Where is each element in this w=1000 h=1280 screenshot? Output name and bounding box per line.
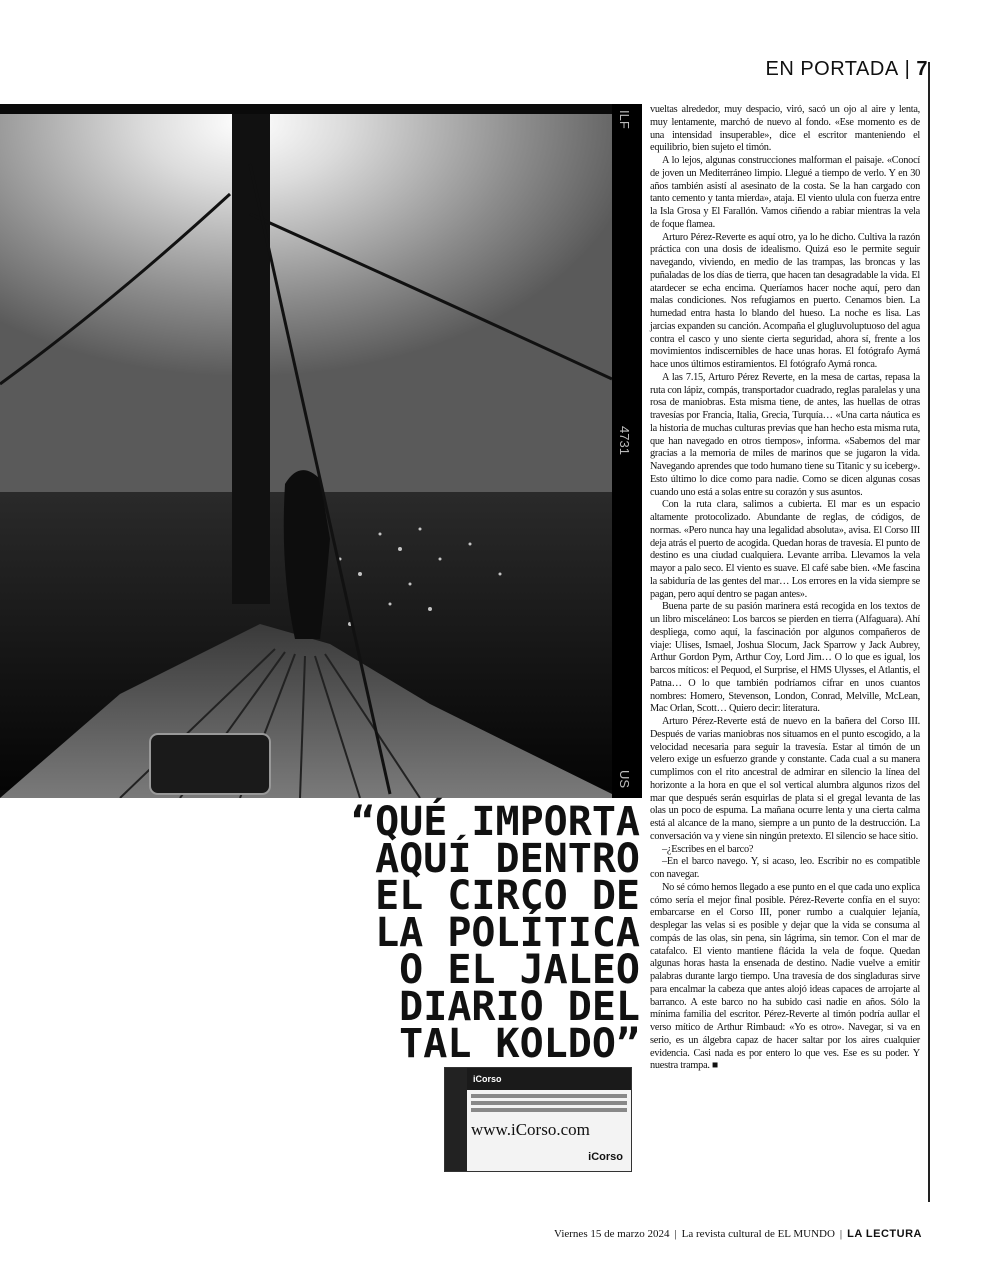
ad-url[interactable]: www.iCorso.com <box>471 1120 590 1139</box>
column-rule <box>928 62 930 1202</box>
sailboat-photo <box>0 104 642 798</box>
pull-quote <box>248 799 640 1067</box>
photo-drawing <box>0 104 642 798</box>
article-paragraph: vueltas alrededor, muy despacio, viró, sacó un ojo al aire y lenta, muy lentamente, marchó de nuevo al fondo. «Ese momento es de una intensidad insuperable», dice el escritor manteniendo el equilibrio, bien sujeto el timón. <box>650 104 920 154</box>
pull-quote-line: TAL KOLDO” <box>399 1021 640 1067</box>
icorso-advertisement[interactable] <box>444 1067 632 1172</box>
footer-date: Viernes 15 de marzo 2024 <box>554 1228 670 1240</box>
article-paragraph: Arturo Pérez-Reverte está de nuevo en la bañera del Corso III. Después de varias maniobras nos situamos en el punto escogido, a la velocidad necesaria para seguir la travesía. Estar al timón de un velero exige un esfuerzo grande y constante. Cada cual a su manera cumplimos con el rito ancestral de admirar en silencio la línea del horizonte a la hora en que el sol vertical alumbra algunos rizos del mar que después serán esquirlas de plata si el gregal levanta de las olas un poco de espuma. La mañana ocurre lenta y una cierta calma está al alcance de la mano, siempre a un punto de la destrucción. La conversación va y viene sin ningún pretexto. El silencio se hace sitio. <box>650 716 920 842</box>
pull-quote-line: LA POLÍTICA <box>375 910 640 956</box>
article-paragraph: A lo lejos, algunas construcciones malforman el paisaje. «Conocí de joven un Mediterráneo limpio. Llegué a tiempo de verlo. Y en 30 años también asistí al asesinato de la costa. Se la han cargado con tanto cemento y tanta mierda», ataja. El viento ulula con fuerza entre la Isla Grosa y El Farallón. Vamos ciñendo a rabiar mientras la vela de foque flamea. <box>650 155 920 230</box>
section-header <box>765 58 928 81</box>
ad-sidebar <box>445 1068 467 1171</box>
article-dialogue: –En el barco navego. Y, si acaso, leo. Escribir no es compatible con navegar. <box>650 856 920 880</box>
film-mark-top: ILF <box>617 110 632 129</box>
pull-quote-line: “QUÉ IMPORTA <box>351 799 640 845</box>
article-paragraph: Arturo Pérez-Reverte es aquí otro, ya lo he dicho. Cultiva la razón práctica con una dosis de idealismo. Quizá eso le permite seguir navegando, viviendo, en medio de las trampas, las broncas y las puñaladas de los días de tierra, que hacen tan desagradable la vida. El atardecer se echa encima. Queríamos hacer noche aquí, pero dan malas condiciones. Nos refugiamos en puerto. Cenamos bien. La humedad entra hasta lo blando del hueso. La noche es lisa. Las jarcias expanden su canción. Acompaña el glugluvoluptuoso del agua contra el casco y uno siente cierta seguridad, ahora sí, frente a los movimientos indiscernibles de hace unas horas. El fotógrafo Aymá hace unos últimos estiramientos. El fotógrafo Aymá ronca. <box>650 231 920 370</box>
section-label: EN PORTADA <box>765 58 899 80</box>
footer-divider: | <box>674 1228 677 1240</box>
page-footer <box>554 1228 922 1240</box>
article-paragraph: Buena parte de su pasión marinera está recogida en los textos de un libro misceláneo: Los barcos se pierden en tierra (Alfaguara). Ahí despliega, como aquí, la fascinación por algunos compañeros de viaje: Ulises, Ismael, Joshua Slocum, Jack Sparrow y Jack Aubrey, Arthur Gordon Pym, Arthur Coy, Lord Jim… O lo que es igual, los barcos míticos: el Pequod, el Surprise, el HMS Ulysses, el Atlantis, el Patna… O lo que también podríamos cifrar en unos cuantos nombres: Homero, Stevenson, London, Conrad, Melville, McLean, Mac Orlan, Scott… Quiero decir: literatura. <box>650 601 920 715</box>
footer-publication: La revista cultural de EL MUNDO <box>681 1228 835 1240</box>
pull-quote-line: AQUÍ DENTRO <box>375 836 640 882</box>
pull-quote-line: EL CIRCO DE <box>375 873 640 919</box>
article-paragraph: No sé cómo hemos llegado a ese punto en el que cada uno explica cómo sería el mejor final posible. Pérez-Reverte confía en el suyo: embarcarse en el Corso III, poner rumbo a cualquier lejanía, desplegar las velas si es posible y dejar que la vida se consuma al compás de las olas, sin pena, sin lágrima, sin temor. Con el mar de catafalco. El viento mantiene flácida la vela de foque. Quedan algunas horas hasta la ensenada de destino. Nadie vuelve a emitir palabras durante largo tiempo. Una travesía de dos singladuras sirve para encalmar la cabeza que antes alojó ideas capaces de arrojarte al barranco. A este barco no ha subido casi nadie en años. Sólo la mínima familia del escritor. Pérez-Reverte al timón podría aullar el verso mítico de Arthur Rimbaud: «Yo es otro». Navegar, si va en serio, es un álgebra capaz de hacer saltar por los aires cualquier evidencia. Casi nada es por entero lo que ves. Ese es su poder. Y nuestra trampa. ■ <box>650 881 920 1072</box>
ad-brand-text: iCorso <box>473 1074 502 1084</box>
film-mark-middle: 4731 <box>617 426 632 455</box>
footer-divider: | <box>839 1228 843 1240</box>
ad-banner <box>467 1068 631 1090</box>
article-dialogue: –¿Escribes en el barco? <box>662 843 754 855</box>
ad-text-lines <box>471 1094 627 1115</box>
ad-logo: iCorso <box>588 1151 623 1163</box>
pull-quote-line: O EL JALEO <box>399 947 640 993</box>
pull-quote-line: DIARIO DEL <box>399 984 640 1030</box>
article-paragraph: A las 7.15, Arturo Pérez Reverte, en la mesa de cartas, repasa la ruta con lápiz, compás, transportador cuadrado, reglas paralelas y una rosa de maniobras. Esta misma tiene, de antes, las huellas de otras travesías por Francia, Italia, Grecia, Turquía… «Una carta náutica es la historia de muchas culturas previas que han hecho esta misma ruta, que han navegado en otros tiempos», informa. «Sabemos del mar gracias a la memoria de miles de marinos que se jugaron la vida. Navegando aprendes que todo humano tiene su Titanic y su iceberg». Esto último lo dice como para nadie. Como se dicen algunas cosas cuando uno está a solas entre su corazón y sus asuntos. <box>650 371 920 498</box>
page-number: 7 <box>916 58 928 80</box>
article-paragraph: Con la ruta clara, salimos a cubierta. El mar es un espacio altamente protocolizado. Abundante de reglas, de códigos, de normas. «Pero nunca hay una legalidad absoluta», avisa. El Corso III deja atrás el puerto de acogida. Quedan horas de travesía. El punto de destino es una ciudad cualquiera. Levante arriba. Llevamos la vela mayor a palo seco. El viento es suave. El café sabe bien. «Me fascina la sabiduría de las gentes del mar… Los errores en la vida siempre se pagan, pero aquí dentro se pagan antes». <box>650 499 920 600</box>
film-mark-bottom: US <box>617 770 632 789</box>
article-column <box>650 104 920 1073</box>
header-divider: | <box>904 58 911 80</box>
footer-brand: LA LECTURA <box>847 1228 922 1240</box>
